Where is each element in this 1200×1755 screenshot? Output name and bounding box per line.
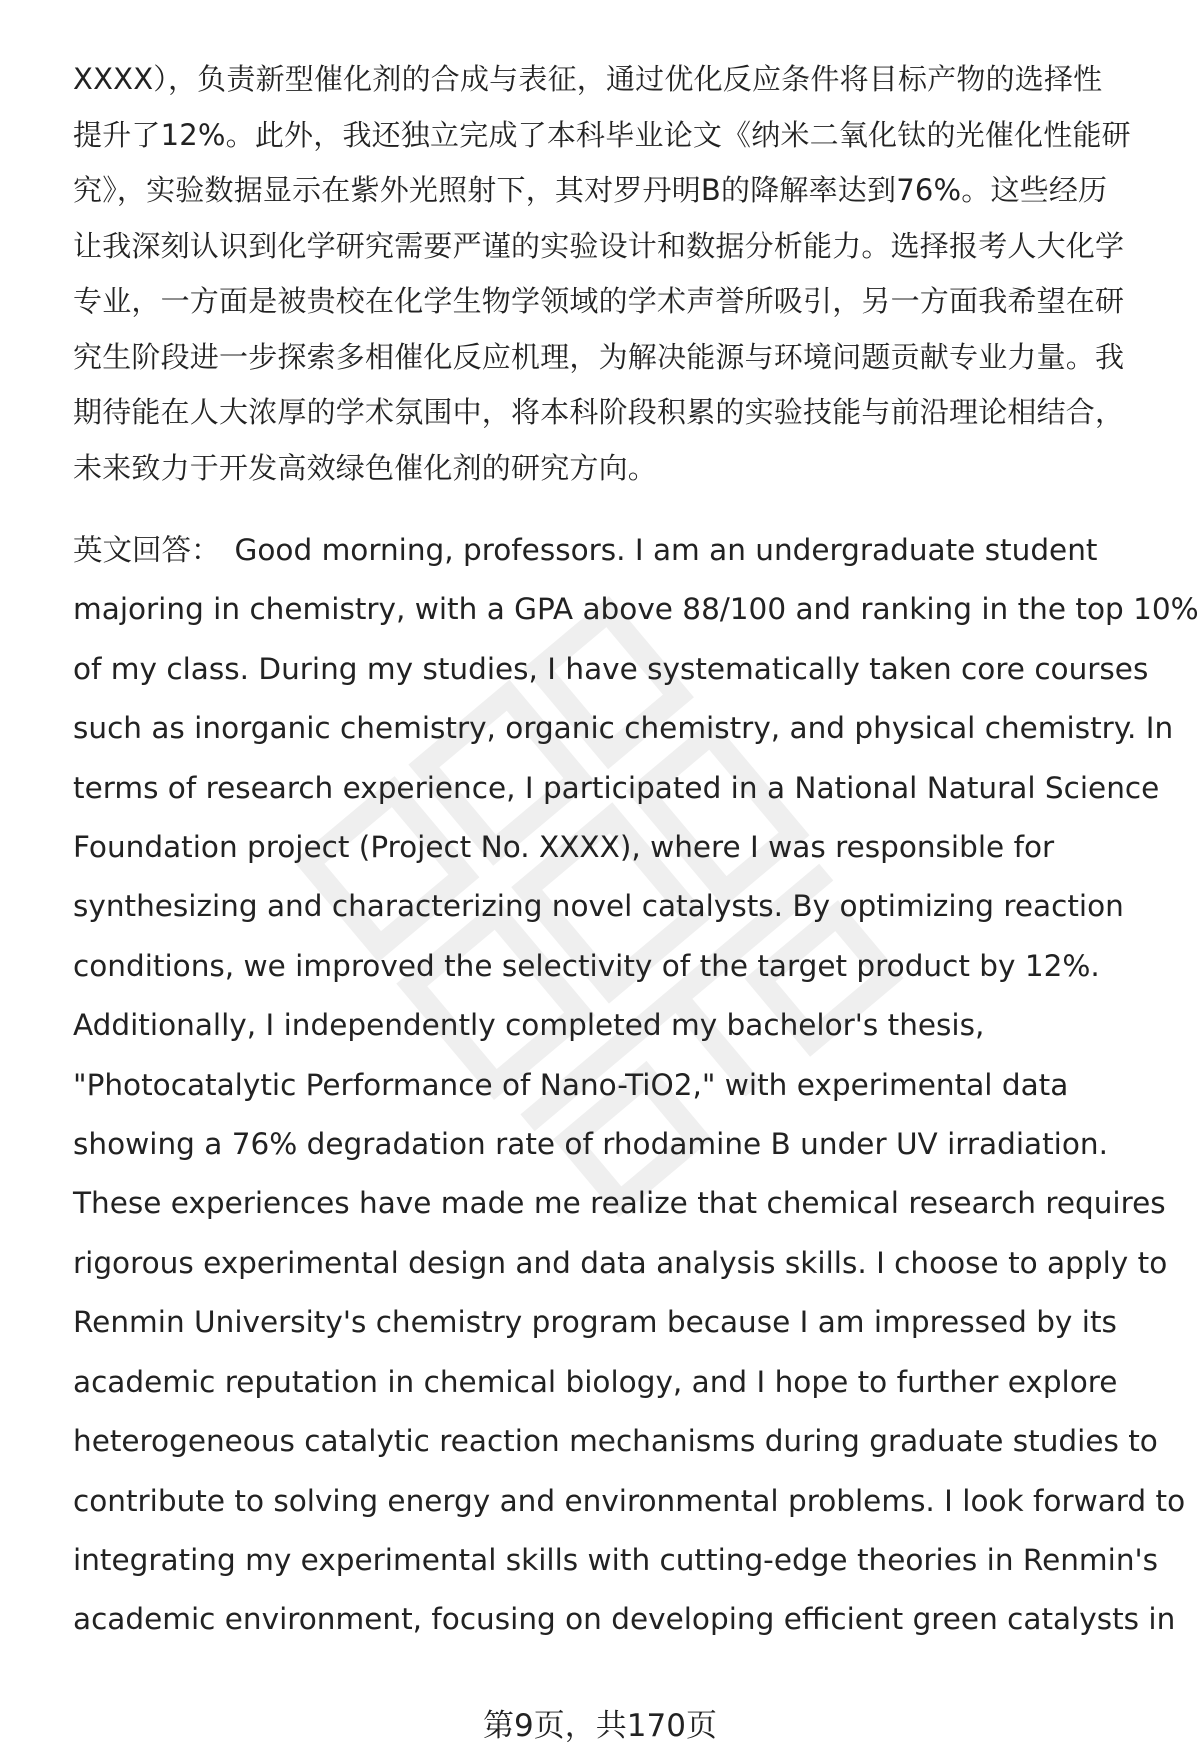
english-answer-line: heterogeneous catalytic reaction mechanisms during graduate studies to [73,1424,1158,1459]
english-answer-line: academic reputation in chemical biology, and I hope to further explore [73,1364,1118,1399]
chinese-answer-line: XXXX），负责新型催化剂的合成与表征，通过优化反应条件将目标产物的选择性 [73,62,1103,96]
english-answer-line: integrating my experimental skills with cutting-edge theories in Renmin's [73,1542,1159,1577]
english-answer-line: conditions, we improved the selectivity of the target product by 12%. [73,948,1100,983]
chinese-answer-line: 让我深刻认识到化学研究需要严谨的实验设计和数据分析能力。选择报考人大化学 [73,228,1125,263]
chinese-answer-line: 提升了12%。此外，我还独立完成了本科毕业论文《纳米二氧化钛的光催化性能研 [73,117,1131,152]
english-answer-line: These experiences have made me realize that chemical research requires [73,1186,1166,1221]
english-answer-line: Good morning, professors. I am an undergraduate student [234,533,1098,567]
chinese-answer-paragraph [73,52,1153,496]
english-answer-line: such as inorganic chemistry, organic chemistry, and physical chemistry. In [73,711,1174,746]
chinese-answer-line: 专业，一方面是被贵校在化学生物学领域的学术声誉所吸引，另一方面我希望在研 [73,284,1125,318]
english-answer-label: 英文回答： [73,533,221,567]
document-content [73,52,1199,1650]
english-answer-line: contribute to solving energy and environmental problems. I look forward to [73,1483,1186,1518]
page-number-footer: 第9页，共170页 [483,1708,717,1744]
english-answer-line: synthesizing and characterizing novel catalysts. By optimizing reaction [73,889,1124,924]
chinese-answer-line: 期待能在人大浓厚的学术氛围中，将本科阶段积累的实验技能与前沿理论相结合， [73,395,1125,429]
chinese-answer-line: 未来致力于开发高效绿色催化剂的研究方向。 [73,450,658,485]
english-answer-line: "Photocatalytic Performance of Nano-TiO2," with experimental data [73,1067,1069,1102]
english-answer-paragraph [73,521,1199,1650]
english-answer-line: Foundation project (Project No. XXXX), where I was responsible for [73,830,1055,865]
english-answer-line: Additionally, I independently completed my bachelor's thesis, [73,1008,985,1043]
english-answer-line: terms of research experience, I participated in a National Natural Science [73,770,1160,805]
english-answer-line: showing a 76% degradation rate of rhodamine B under UV irradiation. [73,1127,1108,1162]
chinese-answer-line: 究》，实验数据显示在紫外光照射下，其对罗丹明B的降解率达到76%。这些经历 [73,173,1108,207]
english-answer-line: academic environment, focusing on developing efficient green catalysts in [73,1602,1176,1637]
english-answer-line: Renmin University's chemistry program because I am impressed by its [73,1305,1117,1340]
chinese-answer-line: 究生阶段进一步探索多相催化反应机理，为解决能源与环境问题贡献专业力量。我 [73,339,1125,374]
english-answer-line: majoring in chemistry, with a GPA above 88/100 and ranking in the top 10% [73,592,1199,627]
english-answer-first-line [73,521,1153,580]
english-answer-line: of my class. During my studies, I have systematically taken core courses [73,651,1149,686]
english-answer-line: rigorous experimental design and data analysis skills. I choose to apply to [73,1245,1168,1280]
